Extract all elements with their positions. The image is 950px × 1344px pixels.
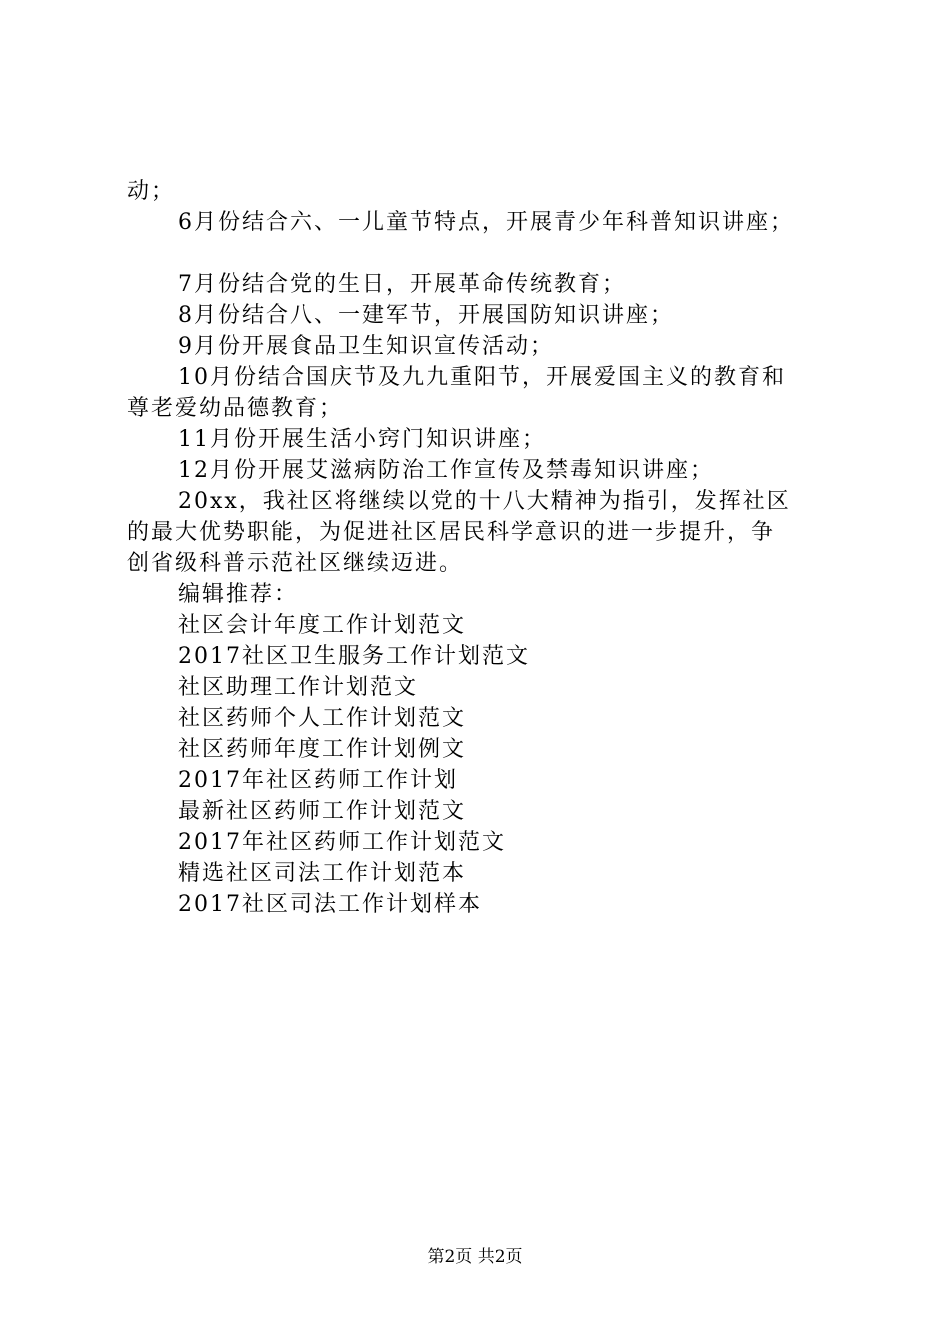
recommend-link[interactable]: 精选社区司法工作计划范本 [178,861,467,886]
recommend-link[interactable]: 社区会计年度工作计划范文 [178,613,467,638]
recommend-link[interactable]: 社区药师年度工作计划例文 [178,737,467,762]
recommend-link[interactable]: 社区药师个人工作计划范文 [178,706,467,731]
text-line: 尊老爱幼品德教育； [127,396,344,421]
recommend-link[interactable]: 2017年社区药师工作计划 [178,768,458,793]
blank-line [127,238,833,269]
recommend-heading: 编辑推荐： [178,582,299,607]
text-line: 12月份开展艾滋病防治工作宣传及禁毒知识讲座； [178,458,714,483]
text-line: 的最大优势职能，为促进社区居民科学意识的进一步提升，争 [127,520,776,545]
recommend-link[interactable]: 2017社区卫生服务工作计划范文 [178,644,530,669]
recommend-link[interactable]: 最新社区药师工作计划范文 [178,799,467,824]
text-line: 11月份开展生活小窍门知识讲座； [178,427,546,452]
document-body [127,176,833,920]
recommend-link[interactable]: 社区助理工作计划范文 [178,675,419,700]
text-line: 7月份结合党的生日，开展革命传统教育； [178,272,626,297]
text-line: 20xx，我社区将继续以党的十八大精神为指引，发挥社区 [178,489,791,514]
text-line: 动； [127,179,176,204]
page-number-footer: 第2页 共2页 [427,1247,523,1267]
text-line: 9月份开展食品卫生知识宣传活动； [178,334,554,359]
recommend-link[interactable]: 2017社区司法工作计划样本 [178,892,482,917]
recommend-link[interactable]: 2017年社区药师工作计划范文 [178,830,506,855]
text-line: 8月份结合八、一建军节，开展国防知识讲座； [178,303,674,328]
text-line: 10月份结合国庆节及九九重阳节，开展爱国主义的教育和 [178,365,786,390]
text-line: 创省级科普示范社区继续迈进。 [127,551,464,576]
text-line: 6月份结合六、一儿童节特点，开展青少年科普知识讲座； [178,210,794,235]
